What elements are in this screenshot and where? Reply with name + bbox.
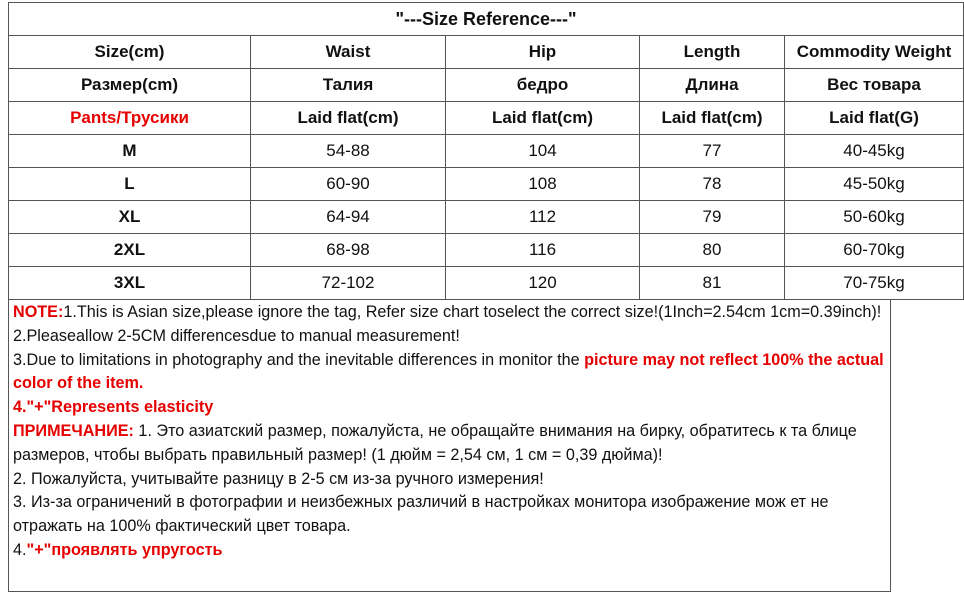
table-cell: 60-70kg bbox=[785, 234, 964, 267]
table-cell: 72-102 bbox=[251, 267, 446, 300]
note-warning: "+"проявлять упругость bbox=[26, 540, 223, 559]
size-cell: L bbox=[9, 168, 251, 201]
note-2: 2.Pleaseallow 2-5CM differencesdue to manual measurement! bbox=[13, 326, 460, 345]
size-cell: M bbox=[9, 135, 251, 168]
note-4: 4."+"Represents elasticity bbox=[13, 398, 214, 417]
header-cell: Waist bbox=[251, 36, 446, 69]
notes-box bbox=[8, 299, 891, 592]
note-text: 1.This is Asian size,please ignore the tag, Refer size chart toselect the correct size!(1Inch=2.54cm 1cm=0.39inch)! bbox=[63, 303, 882, 321]
header-cell: Commodity Weight bbox=[785, 36, 964, 69]
header-cell: Размер(cm) bbox=[9, 69, 251, 102]
note-3 bbox=[13, 349, 886, 397]
table-row bbox=[9, 201, 964, 234]
table-cell: 77 bbox=[640, 135, 785, 168]
table-row bbox=[9, 135, 964, 168]
table-cell: 45-50kg bbox=[785, 168, 964, 201]
header-cell: Hip bbox=[446, 36, 640, 69]
table-cell: 79 bbox=[640, 201, 785, 234]
header-cell: Laid flat(cm) bbox=[640, 102, 785, 135]
table-cell: 81 bbox=[640, 267, 785, 300]
note-label-ru: ПРИМЕЧАНИЕ: bbox=[13, 421, 134, 440]
table-cell: 64-94 bbox=[251, 201, 446, 234]
table-cell: 70-75kg bbox=[785, 267, 964, 300]
size-cell: XL bbox=[9, 201, 251, 234]
table-title: "---Size Reference---" bbox=[9, 3, 964, 36]
header-cell: Длина bbox=[640, 69, 785, 102]
note-ru-4 bbox=[13, 539, 886, 563]
table-cell: 50-60kg bbox=[785, 201, 964, 234]
size-table bbox=[8, 2, 964, 300]
note-ru-1 bbox=[13, 420, 886, 468]
header-row-en bbox=[9, 36, 964, 69]
pants-label: Pants/Трусики bbox=[9, 102, 251, 135]
table-cell: 60-90 bbox=[251, 168, 446, 201]
note-1 bbox=[13, 301, 886, 325]
header-cell: Вес товара bbox=[785, 69, 964, 102]
table-cell: 112 bbox=[446, 201, 640, 234]
size-cell: 3XL bbox=[9, 267, 251, 300]
table-cell: 120 bbox=[446, 267, 640, 300]
header-row-sub bbox=[9, 102, 964, 135]
table-cell: 40-45kg bbox=[785, 135, 964, 168]
note-label: NOTE: bbox=[13, 303, 64, 321]
table-cell: 116 bbox=[446, 234, 640, 267]
note-warning: picture may not reflect 100% the actual color of the item. bbox=[13, 350, 884, 393]
table-cell: 108 bbox=[446, 168, 640, 201]
header-cell: Laid flat(cm) bbox=[251, 102, 446, 135]
table-row bbox=[9, 267, 964, 300]
table-cell: 78 bbox=[640, 168, 785, 201]
table-cell: 104 bbox=[446, 135, 640, 168]
note-ru-3: 3. Из-за ограничений в фотографии и неизбежных различий в настройках монитора изображение мож ет не отражать на 100% фактический цвет товара. bbox=[13, 493, 829, 536]
note-text: 1. Это азиатский размер, пожалуйста, не обращайте внимания на бирку, обратитесь к та блице размеров, чтобы выбрать правильный размер! (1 дюйм = 2,54 см, 1 см = 0,39 дюйма)! bbox=[13, 421, 857, 464]
note-text: 3.Due to limitations in photography and the inevitable differences in monitor the bbox=[13, 350, 585, 369]
table-row bbox=[9, 234, 964, 267]
header-cell: Laid flat(G) bbox=[785, 102, 964, 135]
title-row bbox=[9, 3, 964, 36]
header-cell: Length bbox=[640, 36, 785, 69]
header-cell: Size(cm) bbox=[9, 36, 251, 69]
table-cell: 54-88 bbox=[251, 135, 446, 168]
header-cell: Laid flat(cm) bbox=[446, 102, 640, 135]
note-text: 4. bbox=[13, 540, 27, 559]
note-ru-2: 2. Пожалуйста, учитывайте разницу в 2-5 см из-за ручного измерения! bbox=[13, 469, 544, 488]
size-cell: 2XL bbox=[9, 234, 251, 267]
table-cell: 80 bbox=[640, 234, 785, 267]
header-row-ru bbox=[9, 69, 964, 102]
table-cell: 68-98 bbox=[251, 234, 446, 267]
header-cell: Талия bbox=[251, 69, 446, 102]
table-row bbox=[9, 168, 964, 201]
header-cell: бедро bbox=[446, 69, 640, 102]
